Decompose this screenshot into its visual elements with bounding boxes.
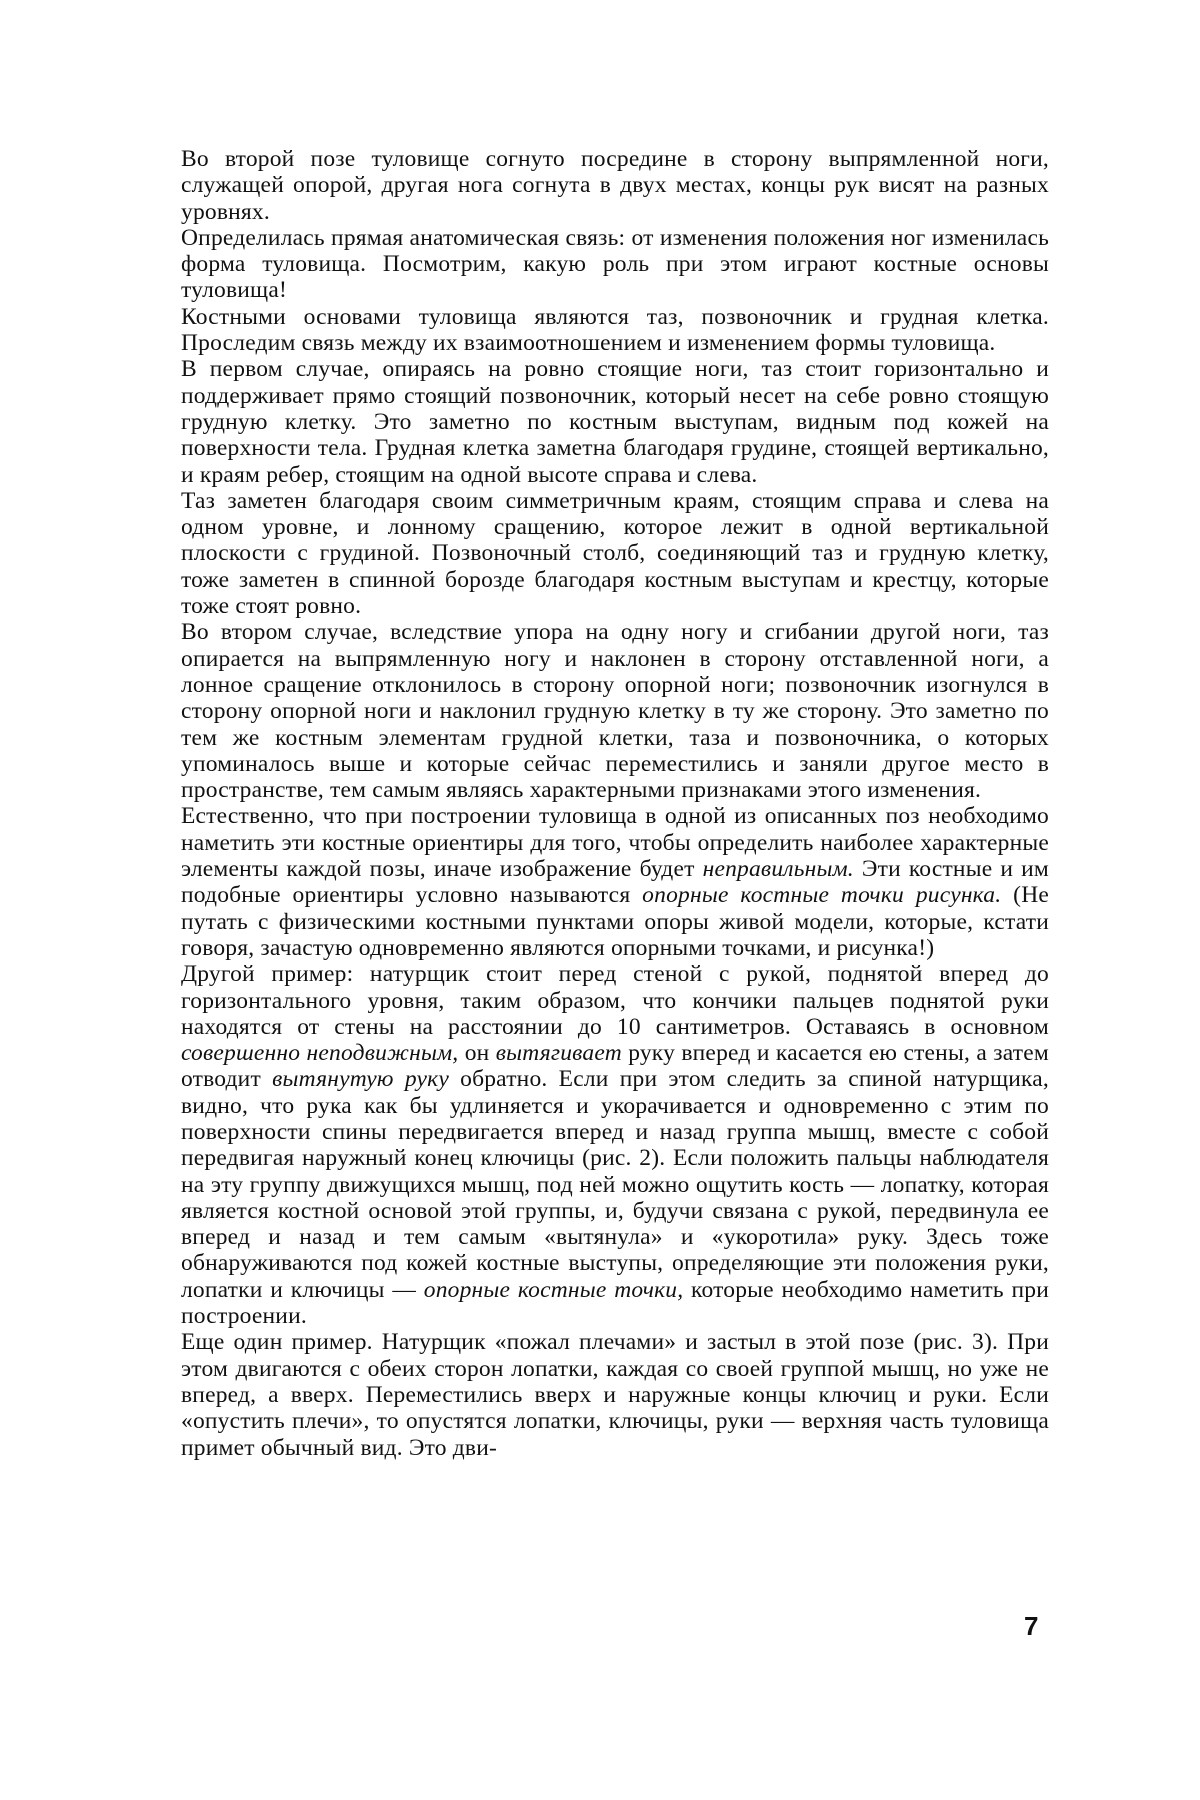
text-segment: Костными основами туловища являются таз, позвоночник и грудная клетка. Проследим связь между их взаимоотношением и изменением формы туловища. — [181, 303, 1049, 357]
italic-text: совершенно неподвижным, — [181, 1040, 459, 1067]
page-number: 7 — [1024, 1611, 1039, 1641]
text-segment: В первом случае, опираясь на ровно стоящие ноги, таз стоит горизонтально и поддерживает прямо стоящий позвоночник, который несет на себе ровно стоящую грудную клетку. Это заметно по костным выступам, видным под кожей на поверхности тела. Грудная клетка заметна благодаря грудине, стоящей вертикально, и краям ребер, стоящим на одной высоте справа и слева. — [181, 356, 1049, 488]
text-segment: руку вперед и касается ею стены, а затем отводит — [181, 1040, 1049, 1093]
text-segment: Во втором случае, вследствие упора на одну ногу и сгибании другой ноги, таз опирается на выпрямленную ногу и наклонен в сторону отставленной ноги, а лонное сращение отклонилось в сторону опорной ноги; позвоночник изогнулся в сторону опорной ноги и наклонил грудную клетку в ту же сторону. Это заметно по тем же костным элементам грудной клетки, таза и позвоночника, о которых упоминалось выше и которые сейчас переместились и заняли другое место в пространстве, тем самым являясь характерными признаками этого изменения. — [181, 619, 1049, 804]
text-segment: (Не путать с физическими костными пунктами опоры живой модели, которые, кстати говоря, зачастую одновременно являются опорными точками, и рисунка!) — [181, 882, 1049, 961]
paragraph — [181, 304, 1049, 357]
text-segment: Во второй позе туловище согнуто посредине в сторону выпрямленной ноги, служащей опорой, другая нога согнута в двух местах, концы рук висят на разных уровнях. — [181, 146, 1049, 225]
paragraph — [181, 356, 1049, 487]
italic-text: вытянутую руку — [272, 1066, 449, 1093]
text-segment: обратно. Если при этом следить за спиной натурщика, видно, что рука как бы удлиняется и укорачивается и одновременно с этим по поверхности спины передвигается вперед и назад группа мышц, вместе с собой передвигая наружный конец ключицы (рис. 2). Если положить пальцы наблюдателя на эту группу движущихся мышц, под ней можно ощутить кость — лопатку, которая является костной основой этой группы, и, будучи связана с рукой, передвинула ее вперед и назад и тем самым «вытянула» и «укоротила» руку. Здесь тоже обнаруживаются под кожей костные выступы, определяющие эти положения руки, лопатки и ключицы — — [181, 1066, 1049, 1303]
text-segment: Таз заметен благодаря своим симметричным краям, стоящим справа и слева на одном уровне, и лонному сращению, которое лежит в одной вертикальной плоскости с грудиной. Позвоночный столб, соединяющий таз и грудную клетку, тоже заметен в спинной борозде благодаря костным выступам и крестцу, которые тоже стоят ровно. — [181, 487, 1049, 620]
paragraph — [181, 1329, 1049, 1460]
paragraph — [181, 619, 1049, 803]
italic-text: вытягивает — [495, 1040, 622, 1067]
text-segment: Естественно, что при построении туловища в одной из описанных поз необходимо наметить эти костные ориентиры для того, чтобы определить наиболее характерные элементы каждой позы, иначе изображение будет — [181, 803, 1049, 883]
paragraph — [181, 146, 1049, 225]
paragraph — [181, 803, 1049, 961]
paragraph — [181, 225, 1049, 304]
text-segment: которые необходимо наметить при построении. — [181, 1276, 1049, 1330]
body-text — [181, 146, 1049, 1461]
text-segment: Другой пример: натурщик стоит перед стеной с рукой, поднятой вперед до горизонтального уровня, таким образом, что кончики пальцев поднятой руки находятся от стены на расстоянии до 10 сантиметров. Оставаясь в основном — [181, 961, 1049, 1040]
paragraph — [181, 961, 1049, 1329]
italic-text: опорные костные точки рисунка. — [642, 882, 1002, 909]
text-segment: Еще один пример. Натурщик «пожал плечами» и застыл в этой позе (рис. 3). При этом двигаются с обеих сторон лопатки, каждая со своей группой мышц, но уже не вперед, а вверх. Переместились вверх и наружные концы ключиц и руки. Если «опустить плечи», то опустятся лопатки, ключицы, руки — верхняя часть туловища примет обычный вид. Это дви- — [181, 1329, 1049, 1461]
text-segment: Эти костные и им подобные ориентиры условно называются — [181, 856, 1049, 909]
italic-text: неправильным. — [702, 856, 854, 883]
italic-text: опорные костные точки, — [423, 1276, 684, 1303]
paragraph — [181, 488, 1049, 619]
text-segment: он — [458, 1040, 496, 1067]
text-segment: Определилась прямая анатомическая связь: от изменения положения ног изменилась форма туловища. Посмотрим, какую роль при этом играют костные основы туловища! — [181, 224, 1049, 304]
